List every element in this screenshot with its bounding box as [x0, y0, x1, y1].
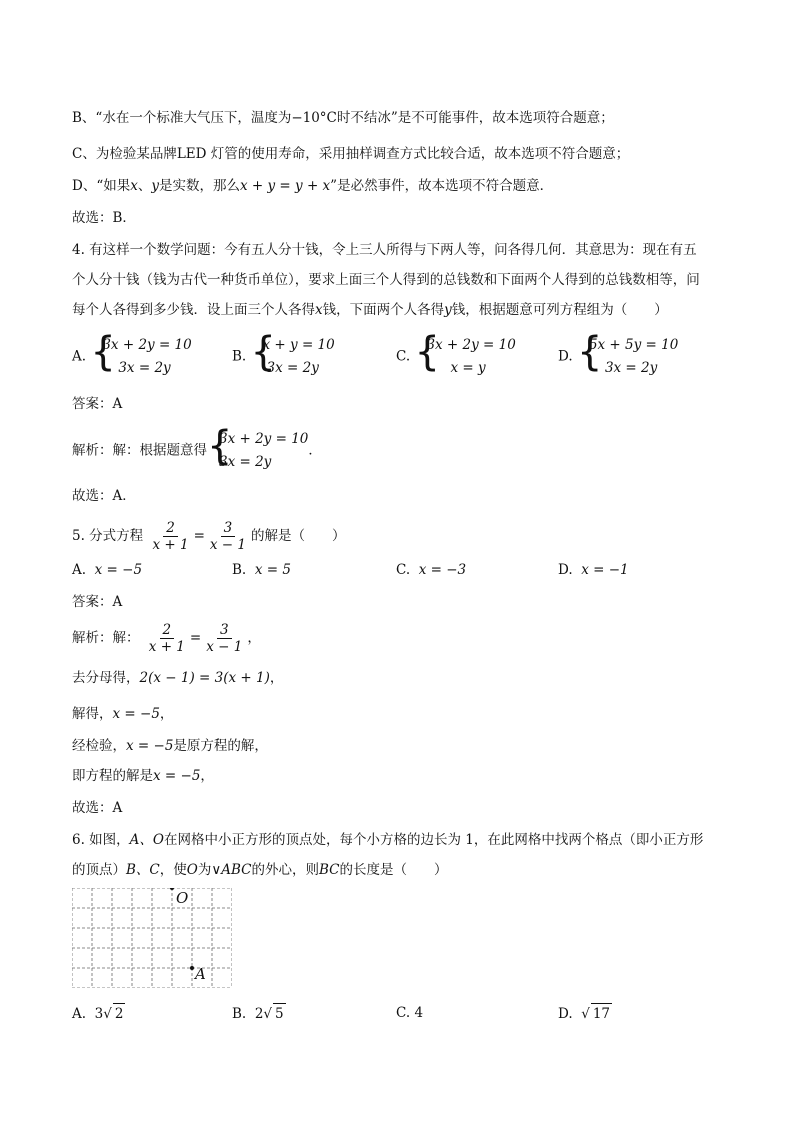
q5-step-2: 解得，x = −5， — [72, 706, 174, 722]
point-o-label: O — [176, 889, 189, 907]
q3-option-b-analysis: B、“水在一个标准大气压下，温度为−10°C时不结冰”是不可能事件，故本选项符合题意； — [72, 110, 614, 126]
q5-option-d[interactable]: D. x = −1 — [558, 562, 629, 578]
q6-grid-figure — [72, 888, 232, 988]
q6-option-a[interactable]: A. 3√ 2 — [72, 1003, 125, 1024]
q5-step-1: 去分母得，2(x − 1) = 3(x + 1)， — [72, 670, 284, 686]
q4-answer: 答案：A — [72, 396, 123, 412]
q5-solution: 解析：解： $\frac{2}{x + 1}$ = $\frac{3}{x - 1}$ ， — [72, 622, 261, 655]
q6-option-c[interactable]: C. 4 — [396, 1005, 424, 1021]
q3-choose: 故选：B． — [72, 210, 136, 226]
q3-option-c-analysis: C、为检验某品牌LED 灯管的使用寿命，采用抽样调查方式比较合适，故本选项不符合题意； — [72, 146, 630, 162]
q5-choose: 故选：A — [72, 800, 123, 816]
point-a-label: A — [195, 965, 206, 983]
q6-option-b[interactable]: B. 2√ 5 — [232, 1003, 286, 1024]
q5-step-4: 即方程的解是x = −5， — [72, 768, 214, 784]
q5-option-c[interactable]: C. x = −3 — [396, 562, 467, 578]
q4-stem-line-3: 每个人各得到多少钱．设上面三个人各得x钱，下面两个人各得y钱，根据题意可列方程组为（ ） — [72, 302, 668, 318]
q4-stem-line-1: 4. 有这样一个数学问题：今有五人分十钱，令上三人所得与下两人等，问各得几何．其意思为：现在有五 — [72, 242, 697, 258]
point-a-dot — [190, 966, 194, 970]
q6-stem-line-1: 6. 如图，A、O在网格中小正方形的顶点处，每个小方格的边长为 1，在此网格中找两个格点（即小正方形 — [72, 832, 704, 848]
q6-option-d[interactable]: D. √ 17 — [558, 1003, 612, 1024]
q4-option-b[interactable]: B. { x + y = 10 3x = 2y — [232, 329, 335, 376]
q5-option-b[interactable]: B. x = 5 — [232, 562, 291, 578]
q6-stem-line-2: 的顶点）B、C，使O为∨ABC的外心，则BC的长度是（ ） — [72, 862, 448, 878]
q3-option-d-analysis: D、“如果x、y是实数，那么x + y = y + x”是必然事件，故本选项不符合题意． — [72, 178, 554, 194]
q5-stem: 5. 分式方程 $\frac{2}{x + 1}$ = $\frac{3}{x - 1}$ 的解是（ ） — [72, 520, 346, 553]
grid-svg — [72, 888, 232, 988]
q4-option-c[interactable]: C. { 3x + 2y = 10 x = y — [396, 329, 516, 376]
q4-choose: 故选：A． — [72, 488, 136, 504]
q5-answer: 答案：A — [72, 594, 123, 610]
q4-option-a[interactable]: A. { 3x + 2y = 10 3x = 2y — [72, 329, 192, 376]
point-o-dot — [170, 888, 174, 890]
q5-step-3: 经检验，x = −5是原方程的解， — [72, 738, 268, 754]
q4-stem-line-2: 个人分十钱（钱为古代一种货币单位），要求上面三个人得到的总钱数和下面两个人得到的总钱数相等，问 — [72, 272, 700, 288]
q5-option-a[interactable]: A. x = −5 — [72, 562, 143, 578]
q4-analysis: 解析：解：根据题意得 { 3x + 2y = 10 3x = 2y ． — [72, 423, 322, 470]
q4-option-d[interactable]: D. { 5x + 5y = 10 3x = 2y — [558, 329, 679, 376]
